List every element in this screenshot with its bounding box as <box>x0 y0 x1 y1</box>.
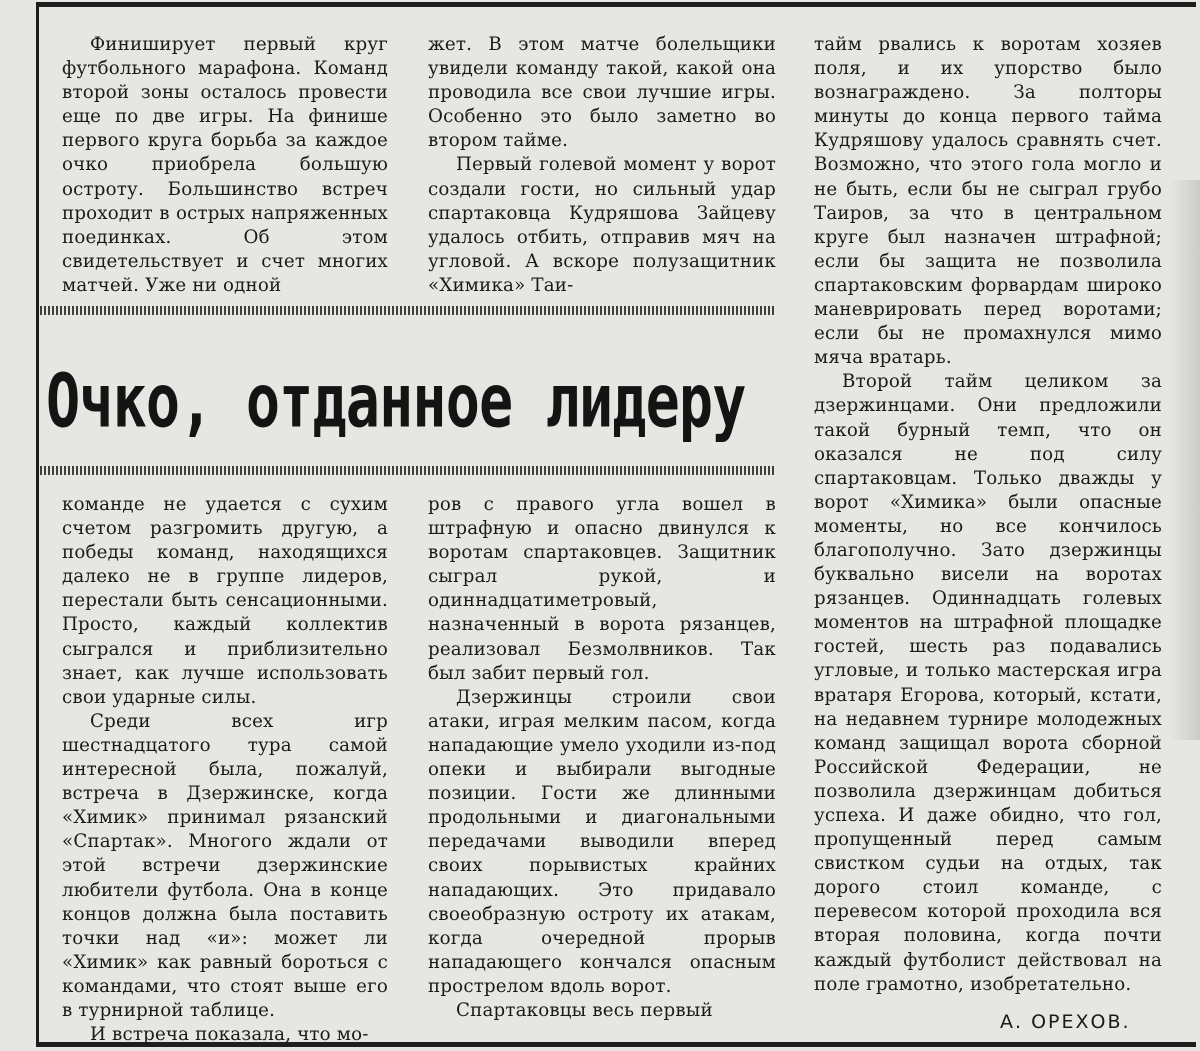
column-3 <box>814 33 1162 997</box>
paragraph: Финиширует первый круг футбольного марафона. Команд второй зоны осталось провести еще по две игры. На финише первого круга борьба за каждое очко приобрела большую остроту. Большинство встреч проходит в острых напряженных поединках. Об этом свидетельствует и счет многих матчей. Уже ни одной <box>62 34 388 296</box>
headline-bottom-rule <box>40 466 775 475</box>
column-1-bottom <box>62 493 388 1047</box>
headline-top-rule <box>40 306 775 315</box>
paragraph: Дзержинцы строили свои атаки, играя мелким пасом, когда нападающие умело уходили из-под опеки и выбирали выгодные позиции. Гости же длинными продольными и диагональными передачами выводили вперед своих порывистых крайних нападающих. Это придавало своеобразную остроту их атакам, когда очередной прорыв нападающего кончался опасным прострелом вдоль ворот. <box>428 686 776 997</box>
paragraph: команде не удается с сухим счетом разгромить другую, а победы команд, находящихся далеко не в группе лидеров, перестали быть сенсационными. Просто, каждый коллектив сыгрался и приблизительно знает, как лучше использовать свои ударные силы. <box>62 494 388 708</box>
article-headline: Очко, отданное лидеру <box>46 358 746 445</box>
left-border-rule <box>36 2 39 1047</box>
top-border-rule <box>38 2 1196 7</box>
page-edge-shadow <box>1170 180 1200 740</box>
column-2-top <box>428 33 776 298</box>
paragraph: жет. В этом матче болельщики увидели команду такой, какой она проводила все свои лучшие игры. Особенно это было заметно во втором тайме. <box>428 34 776 152</box>
paragraph: тайм рвались к воротам хозяев поля, и их упорство было вознаграждено. За полторы минуты до конца первого тайма Кудряшову удалось сравнять счет. Возможно, что этого гола могло и не быть, если бы не сыграл грубо Таиров, за что в центральном круге был назначен штрафной; если бы защита не позволила спартаковским форвардам широко маневрировать перед воротами; если бы не промахнулся мимо мяча вратарь. <box>814 34 1162 369</box>
paragraph: И встреча показала, что мо- <box>90 1024 369 1046</box>
paragraph: Спартаковцы весь первый <box>456 999 713 1021</box>
column-2-bottom <box>428 493 776 1023</box>
paragraph: Второй тайм целиком за дзержинцами. Они предложили такой бурный темп, что он оказался не под силу спартаковцам. Только дважды у ворот «Химика» были опасные моменты, но все кончилось благополучно. Зато дзержинцы буквально висели на воротах рязанцев. Одиннадцать голевых моментов на штрафной площадке гостей, шесть раз подавались угловые, и только мастерская игра вратаря Егорова, который, кстати, на недавнем турнире молодежных команд защищал ворота сборной Российской Федерации, не позволила дзержинцам добиться успеха. И даже обидно, что гол, пропущенный перед самым свистком судьи на отдых, так дорого стоил команде, с перевесом которой проходила вся вторая половина, когда почти каждый футболист действовал на поле грамотно, изобретательно. <box>814 371 1162 995</box>
column-1-top <box>62 33 388 298</box>
paragraph: Среди всех игр шестнадцатого тура самой интересной была, пожалуй, встреча в Дзержинске, когда «Химик» принимал рязанский «Спартак». Многого ждали от этой встречи дзержинские любители футбола. Она в конце концов должна была поставить точки над «и»: может ли «Химик» как равный бороться с командами, что стоят выше его в турнирной таблице. <box>62 710 388 1021</box>
paragraph: ров с правого угла вошел в штрафную и опасно двинулся к воротам спартаковцев. Защитник сыграл рукой, и одиннадцатиметровый, назначенный в ворота рязанцев, реализовал Безмолвников. Так был забит первый гол. <box>428 494 776 684</box>
paragraph: Первый голевой момент у ворот создали гости, но сильный удар спартаковца Кудряшова Зайцеву удалось отбить, отправив мяч на угловой. А вскоре полузащитник «Химика» Таи- <box>428 154 776 296</box>
author-signature: А. ОРЕХОВ. <box>1000 1011 1131 1033</box>
